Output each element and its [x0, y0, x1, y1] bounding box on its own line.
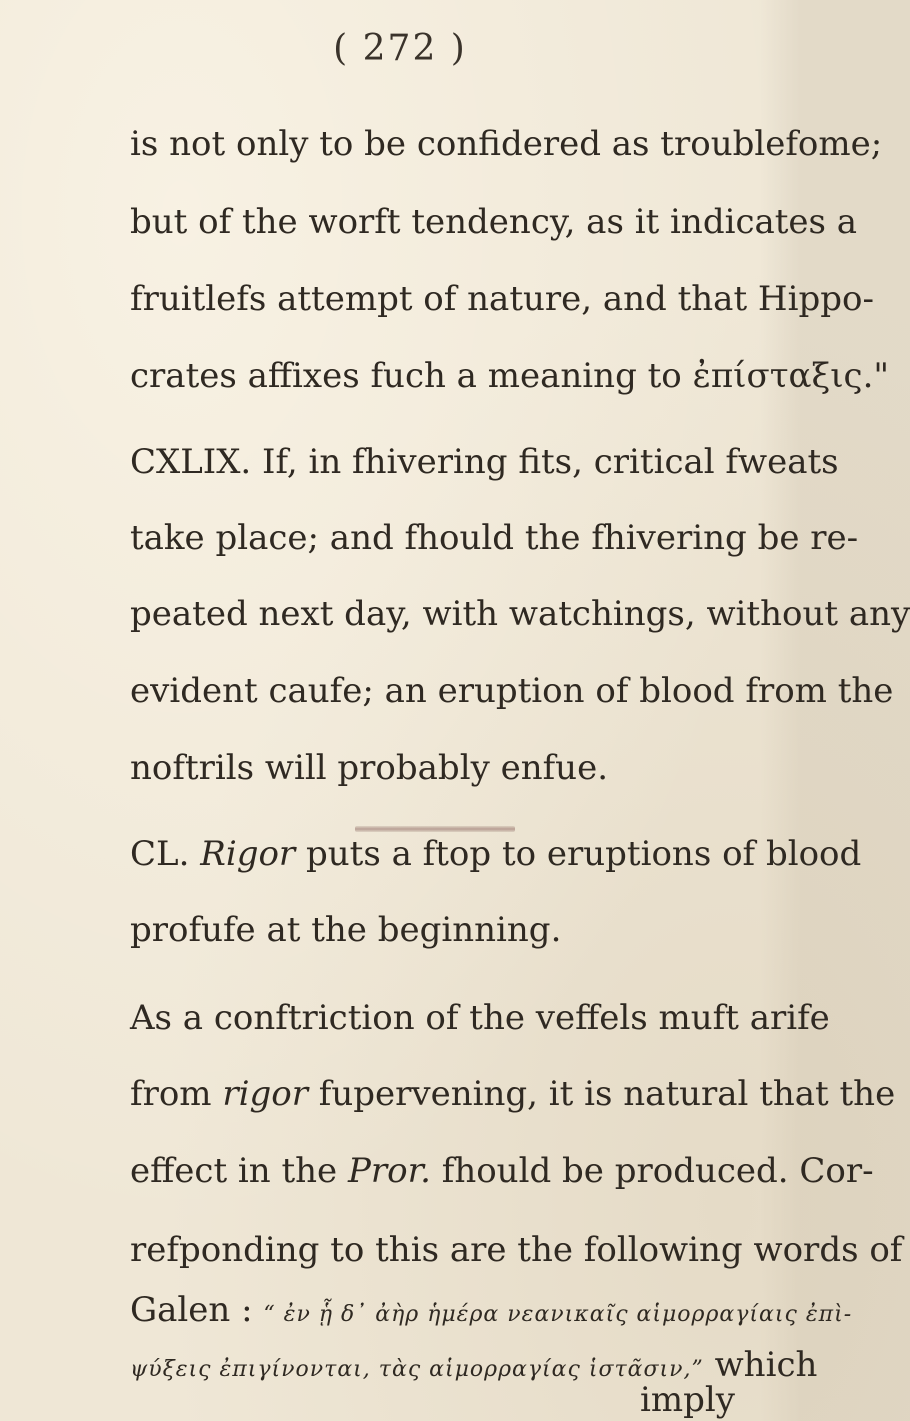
text-line: profufe at the beginning.: [130, 910, 562, 950]
text-span: Galen :: [130, 1290, 253, 1330]
text-line: crates affixes fuch a meaning to ἐπίσταξις.": [130, 356, 890, 396]
text-line: take place; and fhould the fhivering be re-: [130, 518, 859, 558]
text-line: but of the worft tendency, as it indicates a: [130, 202, 858, 242]
text-span: which: [714, 1345, 818, 1385]
greek-text: “ ἐν ᾗ δ᾽ ἀὴρ ἡμέρα νεανικαῖς αἱμορραγίαις ἐπὶ-: [263, 1302, 853, 1327]
text-line: peated next day, with watchings, without any: [130, 594, 910, 634]
text-line: As a conftriction of the veffels muft arife: [130, 998, 830, 1038]
text-line: CXLIX. If, in fhivering fits, critical fweats: [130, 442, 839, 482]
text-line: [130, 1151, 874, 1191]
text-line: is not only to be confidered as troublefome;: [130, 124, 883, 164]
text-line: [130, 1290, 853, 1335]
text-line: [130, 1074, 896, 1114]
italic-term: Pror.: [347, 1151, 431, 1191]
text-span: from: [130, 1074, 212, 1114]
text-span: effect in the: [130, 1151, 338, 1191]
text-line: [130, 834, 862, 874]
text-span: fhould be produced. Cor-: [441, 1151, 874, 1191]
section-rule: [355, 826, 515, 832]
text-line: evident caufe; an eruption of blood from the: [130, 671, 894, 711]
greek-text: ψύξεις ἐπιγίνονται, τὰς αἱμορραγίας ἱστᾶσιν,”: [130, 1357, 704, 1382]
text-line: refponding to this are the following words of: [130, 1230, 903, 1270]
text-span: fupervening, it is natural that the: [318, 1074, 896, 1114]
text-line: noftrils will probably enfue.: [130, 748, 609, 788]
italic-term: rigor: [222, 1074, 308, 1114]
catchword: imply: [640, 1380, 735, 1420]
text-span: puts a ftop to eruptions of blood: [306, 834, 862, 874]
text-line: fruitlefs attempt of nature, and that Hippo-: [130, 279, 874, 319]
page-number: ( 272 ): [333, 28, 467, 69]
section-number: CL.: [130, 834, 190, 874]
italic-term: Rigor: [200, 834, 296, 874]
